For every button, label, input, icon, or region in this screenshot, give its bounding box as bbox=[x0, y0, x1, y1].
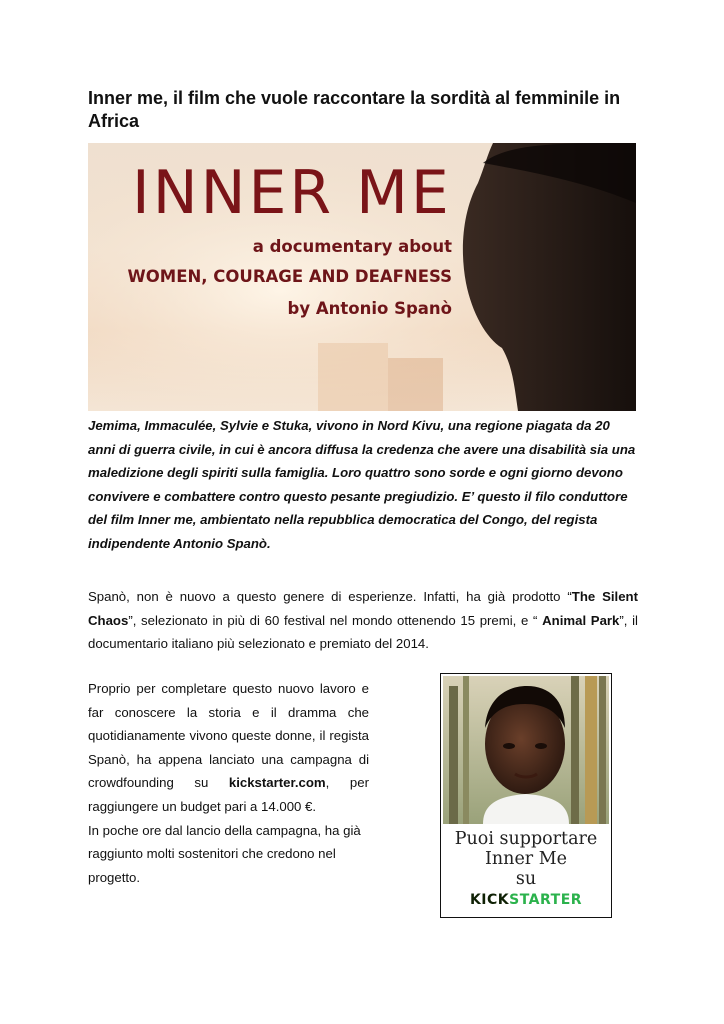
body-paragraph-2 bbox=[88, 677, 369, 889]
banner-subtitle-2: WOMEN, COURAGE AND DEAFNESS bbox=[127, 267, 452, 286]
kickstarter-logo-kick: KICK bbox=[469, 892, 510, 908]
poster-line-1: Puoi supportare bbox=[454, 829, 598, 849]
kickstarter-logo bbox=[441, 892, 611, 908]
poster-line-2: Inner Me bbox=[484, 849, 567, 869]
kickstarter-poster bbox=[440, 673, 612, 918]
para2-text-3: In poche ore dal lancio della campagna, ha già raggiunto molti sostenitori che credono nel progetto. bbox=[88, 822, 361, 885]
article-title: Inner me, il film che vuole raccontare la sordità al femminile in Africa bbox=[88, 88, 621, 131]
kickstarter-link-text: kickstarter.com bbox=[228, 775, 326, 791]
poster-line-3: su bbox=[515, 869, 537, 889]
banner-title: INNER ME bbox=[132, 158, 452, 228]
banner-subtitle-1: a documentary about bbox=[252, 237, 452, 256]
para1-text-3: ”, il documentario italiano più selezionato e premiato del 2014. bbox=[88, 612, 638, 652]
para2-text-1: Proprio per completare questo nuovo lavoro e far conoscere la storia e il dramma che quotidianamente vivono queste donne, il regista Spanò, ha appena lanciato una campagna di crowdfounding su bbox=[88, 681, 369, 791]
kickstarter-logo-starter: STARTER bbox=[509, 892, 583, 908]
para1-text-1: Spanò, non è nuovo a questo genere di esperienze. Infatti, ha già prodotto “ bbox=[88, 589, 572, 604]
film-banner-image bbox=[88, 143, 636, 411]
para2-text-2: , per raggiungere un budget pari a 14.000 €. bbox=[88, 775, 369, 814]
film-title-silent-chaos: The Silent Chaos bbox=[88, 589, 639, 628]
intro-paragraph: Jemima, Immaculée, Sylvie e Stuka, vivono in Nord Kivu, una regione piagata da 20 anni di guerra civile, in cui è ancora diffusa la credenza che avere una disabilità sia una maledizione degli spiriti sulla famiglia. Loro quattro sono sorde e ogni giorno devono convivere e combattere contro questo pesante pregiudizio. E’ questo il filo conduttore del film Inner me, ambientato nella repubblica democratica del Congo, del regista indipendente Antonio Spanò. bbox=[88, 418, 636, 551]
child-portrait-photo bbox=[443, 676, 609, 824]
para1-text-2: ”, selezionato in più di 60 festival nel mondo ottenendo 15 premi, e “ bbox=[128, 612, 543, 628]
body-paragraph-1 bbox=[88, 585, 638, 656]
banner-subtitle-3: by Antonio Spanò bbox=[287, 299, 452, 318]
film-title-animal-park: Animal Park bbox=[542, 612, 620, 628]
